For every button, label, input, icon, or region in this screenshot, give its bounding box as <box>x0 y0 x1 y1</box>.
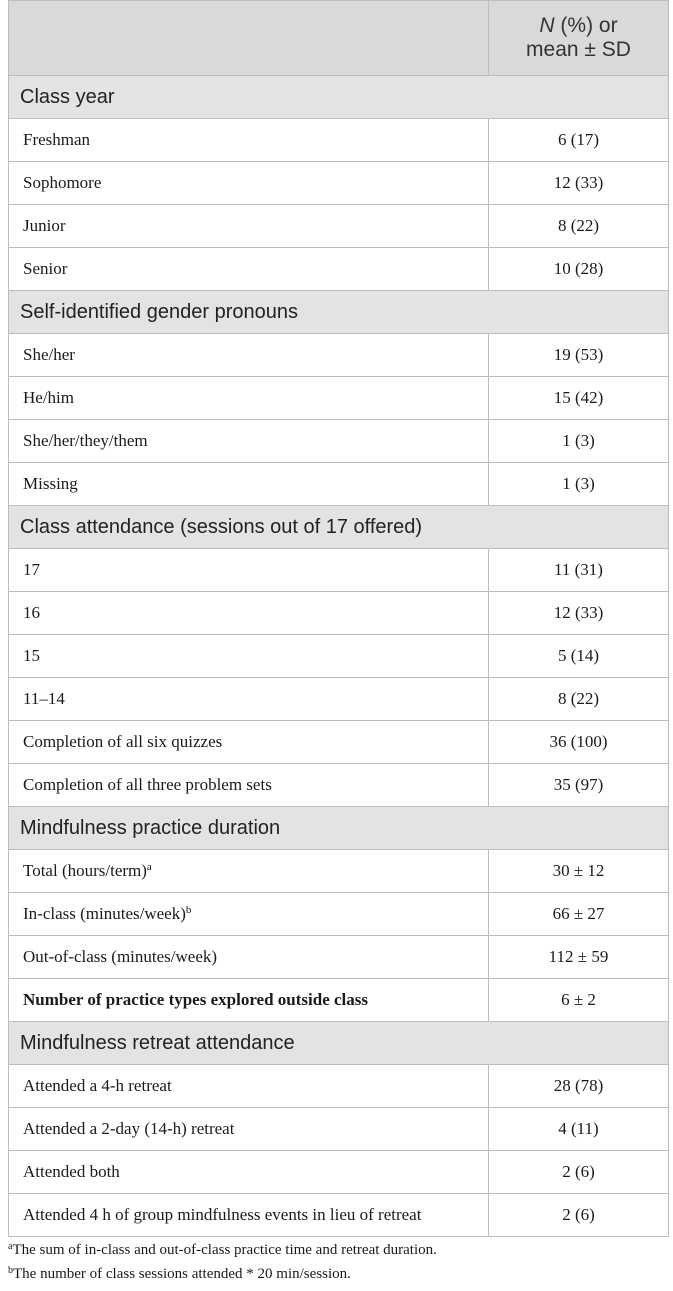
row-label: Senior <box>23 259 68 278</box>
footnote-a <box>8 1242 668 1259</box>
row-label-cell <box>9 936 489 979</box>
header-line2: mean ± SD <box>526 38 631 61</box>
row-value: 19 (53) <box>489 334 669 377</box>
row-value: 112 ± 59 <box>489 936 669 979</box>
table-row <box>9 162 669 205</box>
row-label-cell <box>9 162 489 205</box>
section-header-row <box>9 76 669 119</box>
table-row <box>9 678 669 721</box>
table-row <box>9 592 669 635</box>
section-header-row <box>9 807 669 850</box>
header-line1-rest: (%) or <box>554 14 618 37</box>
section-header-row <box>9 1022 669 1065</box>
row-label: Out-of-class (minutes/week) <box>23 947 218 966</box>
row-value: 35 (97) <box>489 764 669 807</box>
row-label-cell <box>9 678 489 721</box>
row-value: 11 (31) <box>489 549 669 592</box>
row-label: Attended a 2-day (14-h) retreat <box>23 1119 235 1138</box>
row-label-cell <box>9 850 489 893</box>
header-n-italic: N <box>539 14 555 37</box>
row-value: 28 (78) <box>489 1065 669 1108</box>
table-row <box>9 721 669 764</box>
row-label-cell <box>9 1108 489 1151</box>
table-row <box>9 850 669 893</box>
row-label-cell <box>9 1151 489 1194</box>
table-row <box>9 1065 669 1108</box>
row-value: 15 (42) <box>489 377 669 420</box>
footnote-a-text: The sum of in-class and out-of-class practice time and retreat duration. <box>12 1242 437 1258</box>
footnote-marker: a <box>146 861 152 873</box>
footnote-b-mark: b <box>8 1265 13 1276</box>
section-title: Mindfulness retreat attendance <box>9 1022 669 1065</box>
row-label: 17 <box>23 560 40 579</box>
row-label-cell <box>9 463 489 506</box>
section-title: Mindfulness practice duration <box>9 807 669 850</box>
row-label: Attended both <box>23 1162 120 1181</box>
row-label-cell <box>9 248 489 291</box>
row-label-cell <box>9 119 489 162</box>
row-value: 6 ± 2 <box>489 979 669 1022</box>
row-value: 2 (6) <box>489 1194 669 1237</box>
table-row <box>9 1194 669 1237</box>
row-value: 1 (3) <box>489 463 669 506</box>
row-value: 66 ± 27 <box>489 893 669 936</box>
header-label-cell <box>9 1 489 76</box>
footnote-a-mark: a <box>8 1241 13 1252</box>
table-row <box>9 463 669 506</box>
row-label-cell <box>9 1194 489 1237</box>
section-title: Class attendance (sessions out of 17 offered) <box>9 506 669 549</box>
row-label: Sophomore <box>23 173 102 192</box>
table-row <box>9 979 669 1022</box>
row-value: 2 (6) <box>489 1151 669 1194</box>
row-label: She/her/they/them <box>23 431 148 450</box>
row-value: 6 (17) <box>489 119 669 162</box>
section-title: Class year <box>9 76 669 119</box>
row-label: Missing <box>23 474 78 493</box>
section-header-row <box>9 291 669 334</box>
row-label-cell <box>9 334 489 377</box>
table-row <box>9 1108 669 1151</box>
row-label-cell <box>9 721 489 764</box>
table-row <box>9 549 669 592</box>
table-row <box>9 635 669 678</box>
row-label: He/him <box>23 388 74 407</box>
row-label: In-class (minutes/week) <box>23 904 186 923</box>
table-row <box>9 377 669 420</box>
section-header-row <box>9 506 669 549</box>
section-title: Self-identified gender pronouns <box>9 291 669 334</box>
row-value: 5 (14) <box>489 635 669 678</box>
row-label: 15 <box>23 646 40 665</box>
table-header-row <box>9 1 669 76</box>
row-label: She/her <box>23 345 75 364</box>
row-label: Number of practice types explored outside class <box>23 990 369 1009</box>
row-label: Attended 4 h of group mindfulness events in lieu of retreat <box>23 1205 422 1224</box>
table-row <box>9 893 669 936</box>
row-value: 1 (3) <box>489 420 669 463</box>
table-row <box>9 764 669 807</box>
table-row <box>9 119 669 162</box>
row-value: 30 ± 12 <box>489 850 669 893</box>
footnote-b <box>8 1266 668 1283</box>
row-value: 4 (11) <box>489 1108 669 1151</box>
row-value: 10 (28) <box>489 248 669 291</box>
table-row <box>9 248 669 291</box>
row-label-cell <box>9 549 489 592</box>
row-label: 11–14 <box>23 689 65 708</box>
row-label-cell <box>9 1065 489 1108</box>
row-value: 12 (33) <box>489 162 669 205</box>
row-label-cell <box>9 635 489 678</box>
demographics-table <box>8 0 669 1237</box>
row-label-cell <box>9 592 489 635</box>
row-label: Total (hours/term) <box>23 861 147 880</box>
row-label-cell <box>9 893 489 936</box>
table-row <box>9 936 669 979</box>
row-label: Attended a 4-h retreat <box>23 1076 172 1095</box>
row-value: 8 (22) <box>489 205 669 248</box>
row-label-cell <box>9 420 489 463</box>
row-label: 16 <box>23 603 40 622</box>
row-label: Completion of all three problem sets <box>23 775 272 794</box>
table-row <box>9 334 669 377</box>
row-label: Junior <box>23 216 66 235</box>
header-value-cell <box>489 1 669 76</box>
row-label: Freshman <box>23 130 91 149</box>
row-label: Completion of all six quizzes <box>23 732 223 751</box>
footnote-b-text: The number of class sessions attended * 20 min/session. <box>13 1266 351 1282</box>
row-label-cell <box>9 377 489 420</box>
row-value: 36 (100) <box>489 721 669 764</box>
row-label-cell <box>9 979 489 1022</box>
table-row <box>9 1151 669 1194</box>
table-row <box>9 420 669 463</box>
row-label-cell <box>9 205 489 248</box>
footnote-marker: b <box>185 904 192 916</box>
row-value: 8 (22) <box>489 678 669 721</box>
table-row <box>9 205 669 248</box>
row-label-cell <box>9 764 489 807</box>
row-value: 12 (33) <box>489 592 669 635</box>
